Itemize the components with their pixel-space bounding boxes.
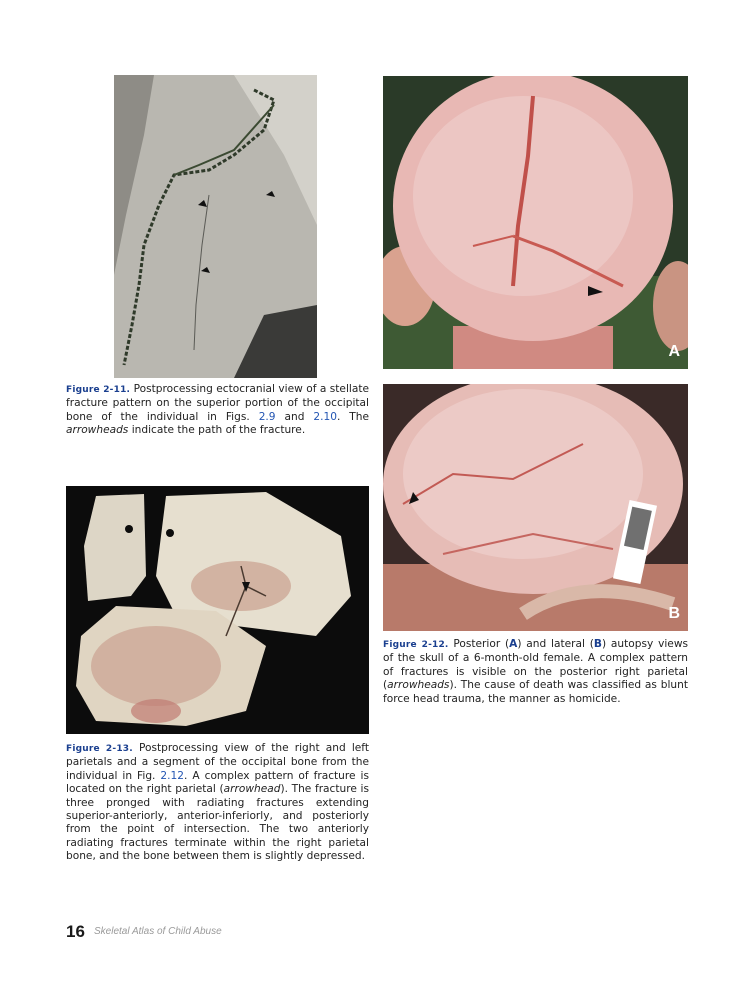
figure-label: Figure 2-13.: [66, 744, 133, 754]
caption-text: ). The cause of death was classified as blunt force head trauma, the manner as homicide.: [383, 679, 688, 705]
figure-2-11-photo: [114, 75, 317, 378]
caption-text: ) autopsy views of the skull of a 6-month-old female. A complex pattern of fractures is visible on the posterior right parietal (: [383, 638, 688, 692]
figure-label: Figure 2-11.: [66, 385, 131, 395]
caption-text: Posterior (: [448, 638, 510, 650]
caption-text: Postprocessing ectocranial view of a stellate fracture pattern on the superior portion of the occipital bone of the individual in Figs.: [66, 383, 369, 423]
panel-reference: B: [593, 638, 602, 650]
caption-text: Postprocessing view of the right and left parietals and a segment of the occipital bone from the individual in Fig.: [66, 742, 369, 782]
panel-letter-a: A: [668, 343, 680, 360]
caption-figure-2-11: [66, 383, 369, 438]
caption-figure-2-12: [383, 638, 688, 706]
figure-reference-link[interactable]: 2.12: [160, 769, 185, 782]
caption-text: ). The fracture is three pronged with radiating fractures extending superior-anteriorly, anterior-inferiorly, and posteriorly from the point of intersection. The two anteriorly radiating fractures terminate within the right parietal bone, and the bone between them is slightly depressed.: [66, 783, 369, 863]
figure-2-13-photo: [66, 486, 369, 734]
caption-text: ) and lateral (: [517, 638, 594, 650]
figure-2-12b-photo: [383, 384, 688, 631]
running-title: Skeletal Atlas of Child Abuse: [94, 926, 222, 937]
caption-text: and: [275, 410, 314, 423]
figure-reference-link[interactable]: 2.10: [313, 410, 337, 423]
caption-figure-2-13: [66, 742, 369, 864]
panel-letter-b: B: [668, 605, 680, 622]
page-number: 16: [66, 922, 85, 941]
figure-reference-link[interactable]: 2.9: [258, 410, 276, 423]
caption-emphasis: arrowheads: [66, 424, 129, 437]
caption-emphasis: arrowheads: [387, 679, 450, 692]
caption-text: indicate the path of the fracture.: [128, 424, 306, 437]
caption-emphasis: arrowhead: [223, 783, 281, 796]
panel-reference: A: [509, 638, 518, 650]
caption-text: . The: [336, 410, 370, 423]
figure-2-12a-photo: [383, 76, 688, 369]
figure-label: Figure 2-12.: [383, 640, 449, 650]
caption-text: . A complex pattern of fracture is located on the right parietal (: [66, 769, 369, 796]
